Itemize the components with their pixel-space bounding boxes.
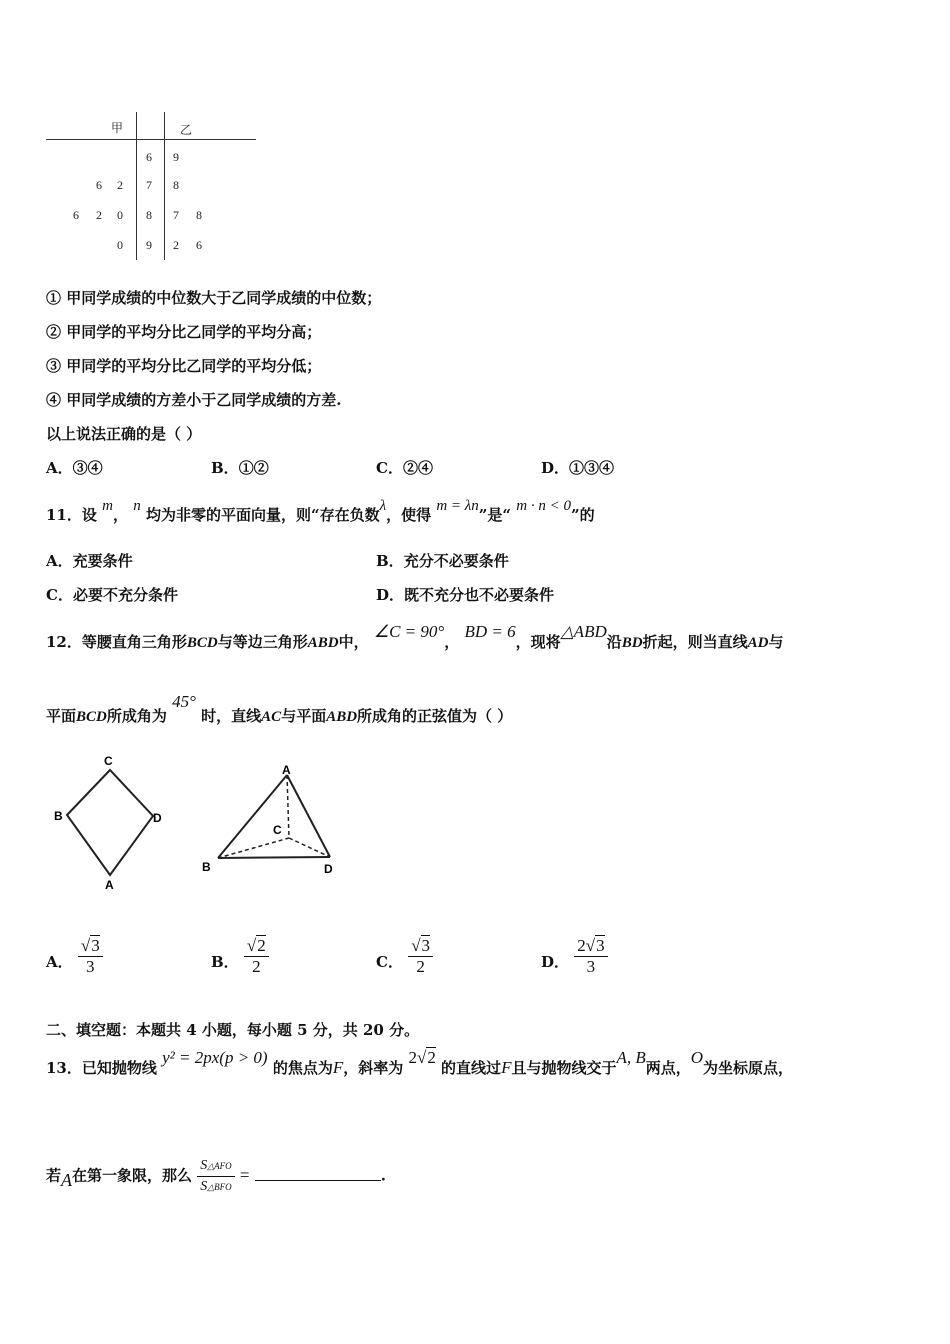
- figure-square-bcda: [50, 748, 170, 893]
- label-c: C: [104, 754, 113, 768]
- radicand: 3: [596, 936, 605, 955]
- option-label: A．: [46, 952, 73, 971]
- leaf-left: 2: [117, 178, 123, 192]
- q12-option-a[interactable]: [46, 936, 103, 977]
- question-number: 11．: [46, 506, 82, 524]
- math-a: A: [61, 1169, 73, 1190]
- edge-bd: [218, 857, 330, 858]
- option-text: ③④: [72, 459, 103, 477]
- option-label: A．: [46, 552, 73, 570]
- option-label: C．: [46, 586, 73, 604]
- leaf-left: 0: [117, 208, 123, 222]
- q10-option-a[interactable]: [46, 457, 103, 478]
- q13-stem-line1: 13．已知抛物线 y² = 2px(p > 0) 的焦点为F，斜率为 2√2 的直线过F且与抛物线交于A, B两点，O为坐标原点，: [46, 1048, 794, 1077]
- q11-text: 均为非零的平面向量，则“存在负数: [145, 506, 380, 524]
- q13-text: 且与抛物线交于: [511, 1059, 617, 1077]
- leaf-left: 6: [73, 208, 79, 222]
- q12-option-c[interactable]: [376, 936, 433, 977]
- q12-text: 折起，则当直线: [642, 633, 748, 651]
- q13-text: ，斜率为: [343, 1059, 404, 1077]
- coefficient: 2: [408, 1048, 417, 1067]
- stem-9: 9: [146, 238, 152, 252]
- stem-6: 6: [146, 150, 152, 164]
- section-heading: 二、填空题：本题共 4 小题，每小题 5 分，共 20 分。: [46, 1021, 420, 1039]
- option-text: 充要条件: [72, 552, 133, 570]
- statement-2: ② 甲同学的平均分比乙同学的平均分高；: [46, 323, 322, 341]
- q12-text: ，现将: [515, 633, 561, 651]
- q11-option-b[interactable]: [376, 550, 509, 571]
- stem-7: 7: [146, 178, 152, 192]
- math-eq-m-lambda-n: m = λn: [436, 498, 479, 514]
- math-lambda: λ: [379, 498, 387, 514]
- q12-option-d[interactable]: [541, 936, 608, 977]
- q10-option-d[interactable]: [541, 457, 614, 478]
- q12-text: 所成角的正弦值为（ ）: [357, 707, 513, 725]
- math-ac: AC: [261, 709, 282, 725]
- q12-text: 平面: [46, 707, 77, 725]
- option-label: D．: [376, 586, 405, 604]
- leaf-right: 8: [173, 178, 179, 192]
- math-bd: BD: [621, 635, 643, 651]
- option-text: ①③④: [569, 459, 615, 477]
- leaf-right: 8: [196, 208, 202, 222]
- statement-1: ① 甲同学成绩的中位数大于乙同学成绩的中位数；: [46, 289, 382, 307]
- stem-leaf-header-right: 乙: [180, 123, 193, 137]
- q12-text: 与等边三角形: [217, 633, 308, 651]
- option-label: C．: [376, 459, 403, 477]
- figure-tetrahedron: [198, 760, 348, 880]
- q10-prompt: 以上说法正确的是（ ）: [46, 425, 202, 443]
- option-label: C．: [376, 952, 403, 971]
- math-triangle-abd: △ABD: [560, 622, 607, 641]
- edge-cd: [289, 838, 330, 857]
- denominator: 3: [586, 957, 596, 976]
- leaf-right: 6: [196, 238, 202, 252]
- option-label: D．: [541, 459, 570, 477]
- leaf-right: 2: [173, 238, 179, 252]
- math-points-ab: A, B: [616, 1048, 646, 1067]
- q12-text: 所成角为: [106, 707, 167, 725]
- label-b: B: [54, 809, 63, 823]
- q12-text: 中，: [338, 633, 369, 651]
- question-number: 12．: [46, 633, 82, 651]
- q11-option-d[interactable]: [376, 584, 554, 605]
- q12-text: 等腰直角三角形: [81, 633, 187, 651]
- label-a: A: [282, 763, 291, 777]
- question-number: 13．: [46, 1059, 82, 1077]
- option-label: B．: [211, 952, 239, 971]
- math-ad: AD: [747, 635, 769, 651]
- stem-8: 8: [146, 208, 152, 222]
- equals-sign: =: [239, 1165, 250, 1185]
- q12-stem-line2: [46, 692, 513, 726]
- math-s: S: [200, 1179, 208, 1194]
- math-s: S: [200, 1158, 208, 1173]
- q13-stem-line2: [46, 1156, 386, 1197]
- q13-text: 的直线过: [441, 1059, 502, 1077]
- math-n: n: [133, 498, 141, 514]
- label-a: A: [105, 878, 114, 892]
- q13-text: 已知抛物线: [81, 1059, 157, 1077]
- q13-text: 两点，: [645, 1059, 691, 1077]
- coefficient: 2: [577, 936, 586, 955]
- label-d: D: [153, 811, 162, 825]
- radicand: 3: [421, 936, 431, 955]
- answer-blank[interactable]: [255, 1166, 381, 1181]
- math-f: F: [332, 1058, 344, 1077]
- math-45-degrees: 45°: [172, 692, 196, 711]
- denominator: 2: [416, 957, 425, 976]
- q10-option-b[interactable]: [211, 457, 269, 478]
- math-bcd: BCD: [186, 635, 218, 651]
- q11-text: ，: [112, 506, 128, 524]
- q11-text: ”是“: [478, 506, 512, 524]
- q11-option-c[interactable]: [46, 584, 178, 605]
- math-eq-dot-product: m · n < 0: [516, 498, 572, 514]
- math-abd: ABD: [307, 635, 339, 651]
- radicand: 2: [427, 1048, 436, 1067]
- q12-text: 与: [768, 633, 784, 651]
- stem-leaf-vline-right: [164, 112, 165, 260]
- fraction: $\frac{√2}{2}$: [244, 936, 269, 977]
- fraction: $\frac{√3}{2}$: [408, 936, 433, 977]
- q12-text: 与平面: [281, 707, 327, 725]
- radicand: 3: [91, 936, 100, 955]
- math-o: O: [690, 1048, 704, 1067]
- edge-ab: [218, 775, 287, 858]
- leaf-left: 6: [96, 178, 102, 192]
- q11-text: ，使得: [386, 506, 432, 524]
- q13-text: 的焦点为: [272, 1059, 333, 1077]
- math-parabola-equation: y² = 2px(p > 0): [162, 1048, 268, 1067]
- math-bd-length: BD = 6: [464, 622, 516, 641]
- option-label: B．: [376, 552, 404, 570]
- option-text: 既不充分也不必要条件: [404, 586, 555, 604]
- fraction: $\frac{√3}{3}$: [78, 936, 103, 977]
- label-c: C: [273, 823, 282, 837]
- math-f: F: [501, 1058, 512, 1077]
- q13-text: 若: [46, 1166, 62, 1185]
- option-label: B．: [211, 459, 239, 477]
- leaf-left: 0: [117, 238, 123, 252]
- option-text: ②④: [402, 459, 433, 477]
- option-text: 充分不必要条件: [403, 552, 509, 570]
- statement-3: ③ 甲同学的平均分比乙同学的平均分低；: [46, 357, 322, 375]
- q12-text: ，: [444, 633, 460, 651]
- leaf-right: 9: [173, 150, 179, 164]
- option-text: 必要不充分条件: [72, 586, 178, 604]
- square-outline: [67, 770, 153, 875]
- statement-4: ④ 甲同学成绩的方差小于乙同学成绩的方差.: [46, 391, 342, 409]
- edge-ac: [287, 775, 289, 838]
- option-label: D．: [541, 952, 570, 971]
- label-d: D: [324, 862, 333, 876]
- q13-text: .: [380, 1166, 386, 1185]
- stem-leaf-header-left: 甲: [111, 121, 124, 135]
- q12-stem-line1: [46, 622, 784, 652]
- leaf-right: 7: [173, 208, 179, 222]
- math-m: m: [102, 498, 113, 514]
- subscript: △BFO: [207, 1182, 232, 1192]
- option-text: ①②: [238, 459, 269, 477]
- fraction: $\frac{2√3}{3}$: [574, 936, 607, 977]
- option-label: A．: [46, 459, 73, 477]
- math-abd: ABD: [326, 709, 358, 725]
- q11-stem: [46, 498, 595, 525]
- q11-text: ”的: [571, 506, 595, 524]
- math-angle-c: ∠C = 90°: [373, 622, 445, 641]
- label-b: B: [202, 860, 211, 874]
- q13-text: 为坐标原点，: [703, 1059, 794, 1077]
- denominator: 3: [86, 957, 95, 976]
- q12-text: 时，直线: [201, 707, 262, 725]
- area-ratio-fraction: [197, 1156, 234, 1197]
- stem-leaf-hline: [46, 139, 256, 140]
- denominator: 2: [252, 957, 261, 976]
- q12-text: 沿: [606, 633, 622, 651]
- edge-bc: [218, 838, 289, 858]
- q11-option-a[interactable]: [46, 550, 133, 571]
- leaf-left: 2: [96, 208, 102, 222]
- subscript: △AFO: [207, 1161, 232, 1171]
- edge-ad: [287, 775, 330, 857]
- math-bcd: BCD: [76, 709, 107, 725]
- q11-text: 设: [81, 506, 97, 524]
- q10-option-c[interactable]: [376, 457, 433, 478]
- q13-text: 在第一象限，那么: [72, 1166, 193, 1185]
- radicand: 2: [257, 936, 266, 955]
- q12-option-b[interactable]: [211, 936, 269, 977]
- stem-leaf-vline-left: [136, 112, 137, 260]
